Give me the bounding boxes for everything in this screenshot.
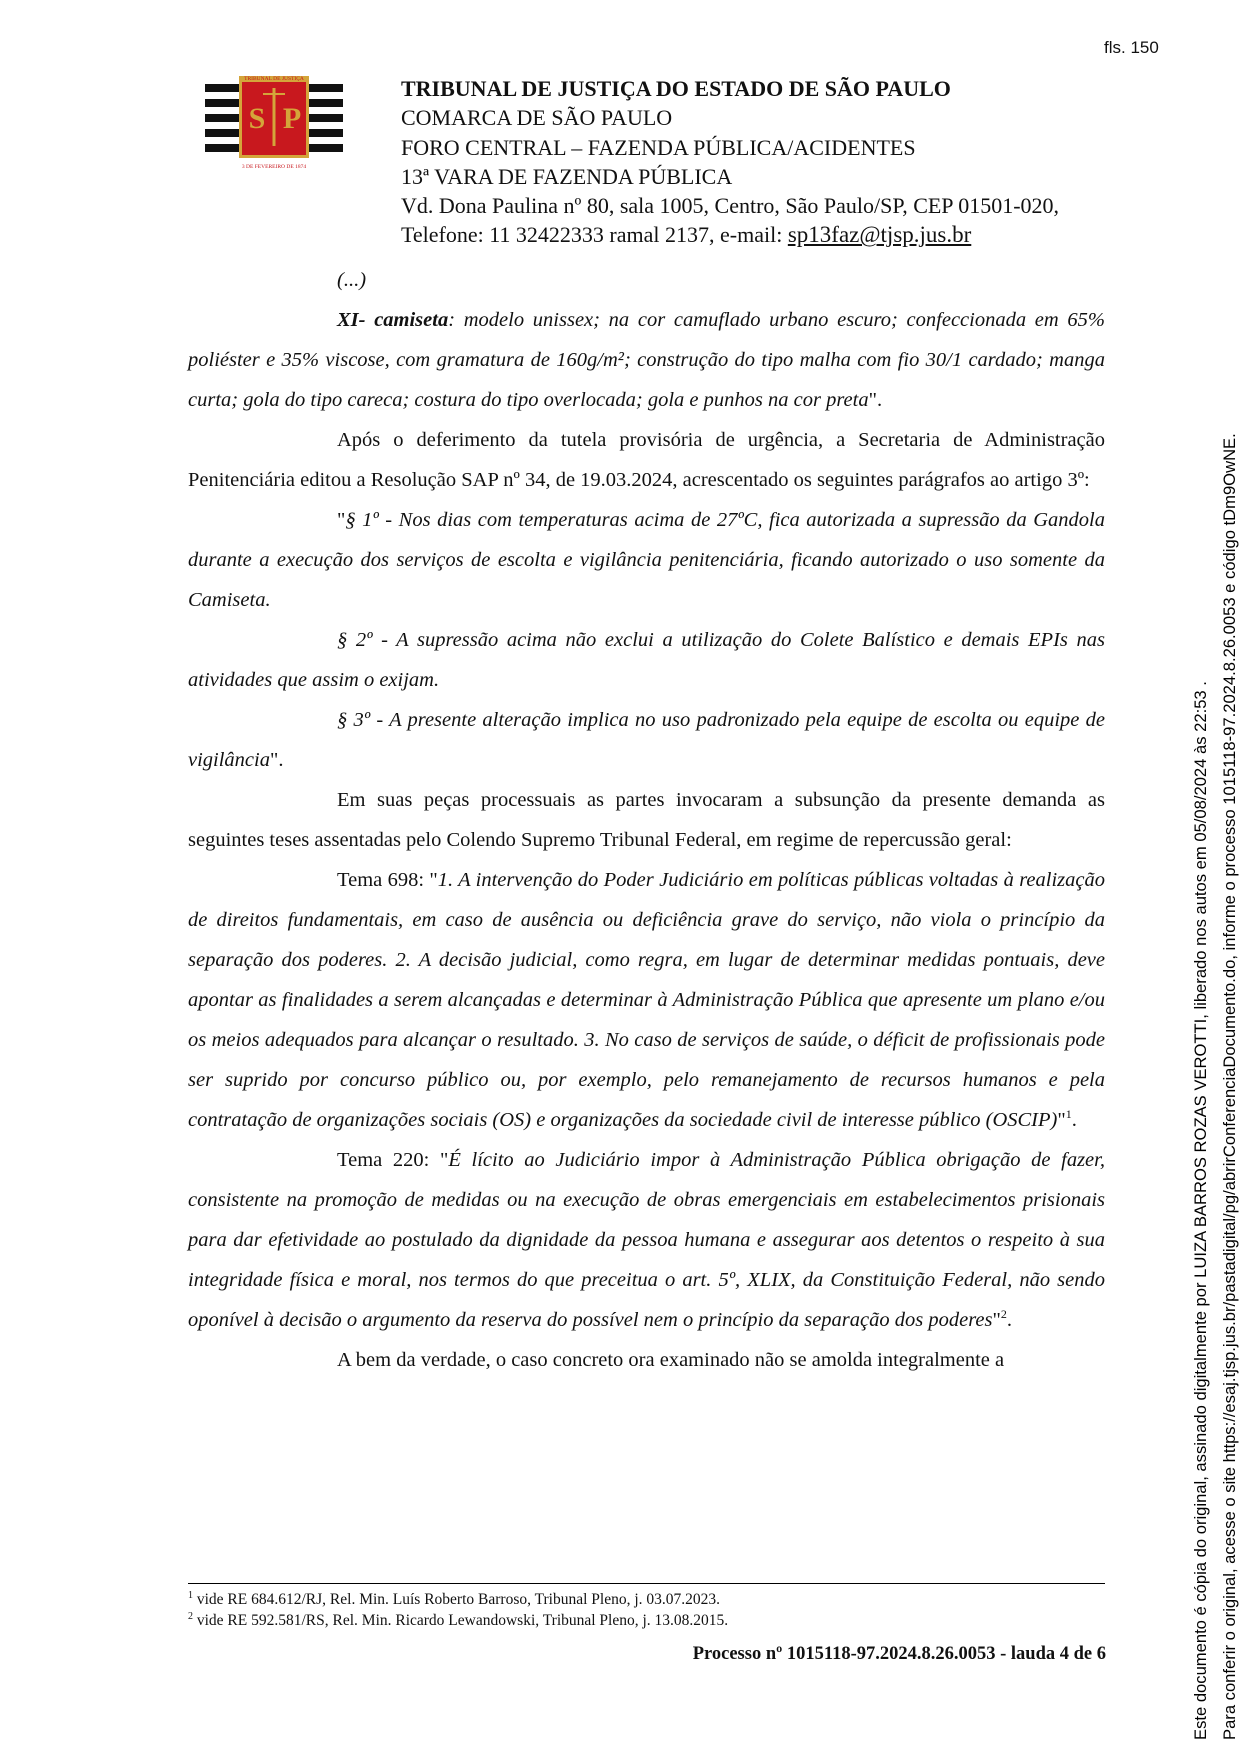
logo-text-bottom: 3 DE FEVEREIRO DE 1874 [241,164,307,170]
address: Vd. Dona Paulina nº 80, sala 1005, Centro, São Paulo/SP, CEP 01501-020, [401,193,1060,219]
contact-line [401,220,1059,249]
court-header [401,74,1059,250]
signature-line-2: Para conferir o original, acesse o site https://esaj.tjsp.jus.br/pastadigital/pg/abrirConferenciaDocumento.do, informe o processo 1015118-97.2024.8.26.0053 e código tDm9OwNE. [1220,433,1239,1740]
foro: FORO CENTRAL – FAZENDA PÚBLICA/ACIDENTES [401,134,916,160]
paragraph-resolucao: Após o deferimento da tutela provisória de urgência, a Secretaria de Administração Penitenciária editou a Resolução SAP nº 34, de 19.03.2024, acrescentado os seguintes parágrafos ao artigo 3º: [188,429,1105,491]
footnote-2: $^2$ vide RE 592.581/RS, Rel. Min. Ricardo Lewandowski, Tribunal Pleno, j. 13.08.2015. [188,1610,729,1629]
court-name: TRIBUNAL DE JUSTIÇA DO ESTADO DE SÃO PAULO [401,76,951,101]
paragraph-s3: § 3º - A presente alteração implica no uso padronizado pela equipe de escolta ou equipe de vigilância". [188,709,1105,771]
footnote-ref-2[interactable]: 2 [1000,1307,1007,1322]
digital-signature-note [1186,433,1241,1740]
tjsp-logo [205,72,343,172]
paragraph-conclusion: A bem da verdade, o caso concreto ora examinado não se amolda integralmente a [337,1349,1005,1371]
footnote-divider [188,1583,1105,1584]
vara: 13ª VARA DE FAZENDA PÚBLICA [401,163,733,189]
process-footer: Processo nº 1015118-97.2024.8.26.0053 - lauda 4 de 6 [692,1644,1106,1664]
phone: Telefone: 11 32422333 ramal 2137, e-mail: [401,222,788,248]
document-body [188,260,1105,1380]
signature-line-1: Este documento é cópia do original, assinado digitalmente por LUIZA BARROS ROZAS VEROTTI, liberado nos autos em 05/08/2024 às 22:53 . [1191,681,1210,1740]
svg-text:S: S [248,102,266,135]
paragraph-tema-698: Tema 698: "1. A intervenção do Poder Judiciário em políticas públicas voltadas à realização de direitos fundamentais, em caso de ausência ou deficiência grave do serviço, não viola o princípio da separação dos poderes. 2. A decisão judicial, como regra, em lugar de determinar medidas pontuais, deve apontar as finalidades a serem alcançadas e determinar à Administração Pública que apresente um plano e/ou os meios adequados para alcançar o resultado. 3. No caso de serviços de saúde, o déficit de profissionais pode ser suprido por concurso público ou, por exemplo, pelo remanejamento de recursos humanos e pela contratação de organizações sociais (OS) e organizações da sociedade civil de interesse público (OSCIP)"$^1$. [188,869,1105,1131]
footnote-ref-1[interactable]: 1 [1065,1107,1072,1122]
ellipsis: (...) [337,269,367,291]
page-marker: fls. 150 [1104,38,1159,57]
svg-text:P: P [282,102,302,135]
logo-text-top: TRIBUNAL DE JUSTIÇA [244,76,304,82]
paragraph-tema-220: Tema 220: "É lícito ao Judiciário impor à Administração Pública obrigação de fazer, consistente na promoção de medidas ou na execução de obras emergenciais em estabelecimentos prisionais para dar efetividade ao postulado da dignidade da pessoa humana e assegurar aos detentos o respeito à sua integridade física e moral, nos termos do que preceitua o art. 5º, XLIX, da Constituição Federal, não sendo oponível à decisão o argumento da reserva do possível nem o princípio da separação dos poderes"$^2$. [188,1149,1105,1331]
footnote-1: $^1$ vide RE 684.612/RJ, Rel. Min. Luís Roberto Barroso, Tribunal Pleno, j. 03.07.2023. [188,1589,721,1608]
email-link[interactable]: sp13faz@tjsp.jus.br [787,222,972,248]
paragraph-camiseta: XI- camiseta: modelo unissex; na cor camuflado urbano escuro; confeccionada em 65% poliéster e 35% viscose, com gramatura de 160g/m²; construção do tipo malha com fio 30/1 cardado; manga curta; gola do tipo careca; costura do tipo overlocada; gola e punhos na cor preta". [188,309,1105,411]
paragraph-s1: "§ 1º - Nos dias com temperaturas acima de 27ºC, fica autorizada a supressão da Gandola durante a execução dos serviços de escolta e vigilância penitenciária, ficando autorizado o uso somente da Camiseta. [188,509,1105,611]
footnotes [188,1589,1105,1631]
comarca: COMARCA DE SÃO PAULO [401,105,673,131]
paragraph-teses: Em suas peças processuais as partes invocaram a subsunção da presente demanda as seguintes teses assentadas pelo Colendo Supremo Tribunal Federal, em regime de repercussão geral: [188,789,1105,851]
paragraph-s2: § 2º - A supressão acima não exclui a utilização do Colete Balístico e demais EPIs nas atividades que assim o exijam. [188,629,1105,691]
